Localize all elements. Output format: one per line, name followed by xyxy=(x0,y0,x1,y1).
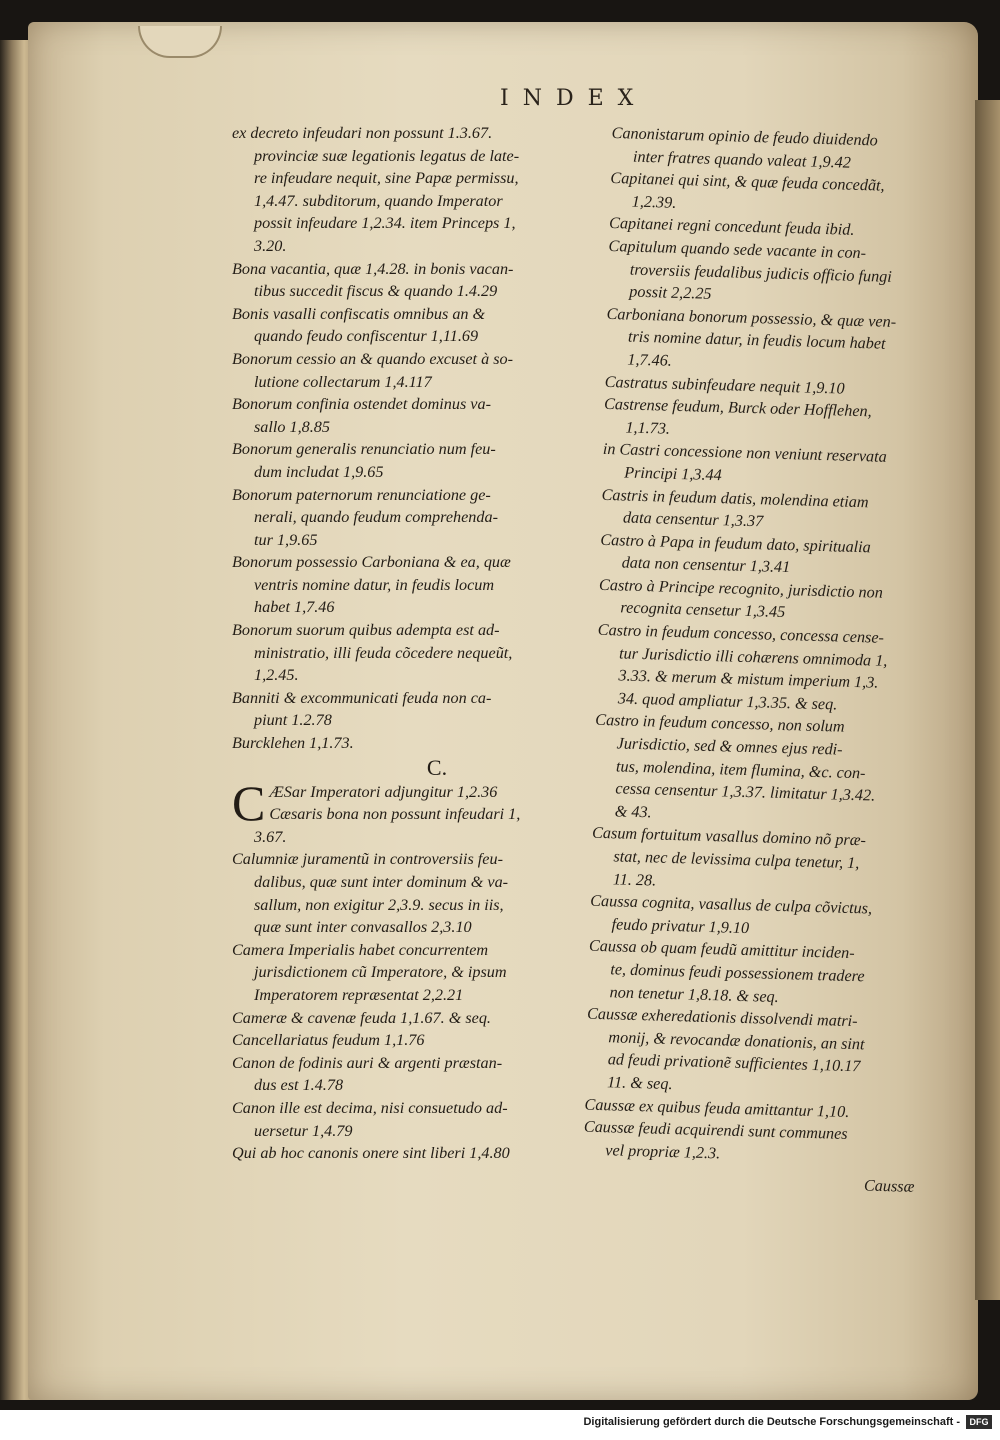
index-entry-line: lutione collectarum 1,4.117 xyxy=(254,372,432,391)
index-entry-line: dalibus, quæ sunt inter dominum & va- xyxy=(254,873,509,891)
index-entry-line: stat, nec de levissima culpa tenetur, 1, xyxy=(613,847,860,873)
index-entry-line: tris nomine datur, in feudis locum habet xyxy=(627,327,886,354)
index-entry-line: Castris in feudum datis, molendina etiam xyxy=(601,485,869,511)
index-entry-line: Bonorum generalis renunciatio num feu- xyxy=(232,440,496,459)
index-entry-line: Bonorum confinia ostendet dominus va- xyxy=(232,395,491,414)
index-entry-line: nerali, quando feudum comprehenda- xyxy=(254,508,498,527)
index-entry-line: ministratio, illi feuda cõcedere nequeũt, xyxy=(254,643,513,662)
index-entry-line: Cameræ & cavenæ feuda 1,1.67. & seq. xyxy=(232,1008,491,1027)
index-entry-line: 3.33. & merum & mistum imperium 1,3. xyxy=(618,666,879,692)
index-entry-line: Casum fortuitum vasallus domino nõ præ- xyxy=(591,824,867,850)
index-entry xyxy=(232,1097,602,1142)
digitization-footer xyxy=(0,1410,1000,1440)
index-entry-line: Caussæ exheredationis dissolvendi matri- xyxy=(586,1004,858,1031)
index-entry xyxy=(232,619,602,687)
index-entry xyxy=(232,1007,602,1030)
index-entry-line: Bonorum cessio an & quando excuset à so- xyxy=(232,349,513,368)
index-entry-line: feudo privatur 1,9.10 xyxy=(611,915,750,937)
index-entry-line: 1,2.39. xyxy=(631,192,677,212)
index-entry-line: Bona vacantia, quæ 1,4.28. in bonis vacan- xyxy=(232,259,514,278)
index-entry-line: 1,4.47. subditorum, quando Imperator xyxy=(254,191,503,210)
index-entry-line: quæ sunt inter convasallos 2,3.10 xyxy=(254,918,472,937)
index-entry-line: Qui ab hoc canonis onere sint liberi 1,4.80 xyxy=(232,1144,510,1163)
index-entry-line: cessa censentur 1,3.37. limitatur 1,3.42. xyxy=(615,779,876,805)
section-c-entries xyxy=(232,774,602,1165)
index-entry xyxy=(232,551,602,619)
index-entry-line: data non censentur 1,3.41 xyxy=(621,553,791,577)
index-entry-line: Bonorum suorum quibus adempta est ad- xyxy=(232,621,500,640)
index-entry-line: Principi 1,3.44 xyxy=(623,463,723,485)
section-letter: C. xyxy=(426,754,448,780)
index-entry xyxy=(232,1142,602,1165)
index-entry xyxy=(232,438,602,483)
index-entry xyxy=(232,348,602,393)
index-entry-line: Capitulum quando sede vacante in con- xyxy=(608,236,867,263)
index-entry xyxy=(596,619,934,719)
index-column-right xyxy=(582,122,948,1199)
index-entry-line: Canon de fodinis auri & argenti præstan- xyxy=(232,1053,503,1072)
index-entry-line: non tenetur 1,8.18. & seq. xyxy=(609,982,779,1006)
index-entry-line: uersetur 1,4.79 xyxy=(254,1121,353,1140)
index-entry xyxy=(232,393,602,438)
drop-capital: C xyxy=(232,774,266,831)
index-entry-line: ventris nomine datur, in feudis locum xyxy=(254,575,495,594)
index-entry xyxy=(232,122,602,258)
index-entry xyxy=(592,709,931,831)
index-entry-line: dus est 1.4.78 xyxy=(254,1076,344,1095)
index-entry-line: Canon ille est decima, nisi consuetudo ad- xyxy=(232,1098,508,1117)
index-entry-line: ad feudi privationẽ sufficientes 1,10.17 xyxy=(607,1050,861,1076)
index-entry-line: Castro à Principe recognito, jurisdictio non xyxy=(598,575,884,602)
index-entry xyxy=(585,1003,923,1103)
index-entry-line: Calumniæ juramentũ in controversiis feu- xyxy=(232,850,503,869)
index-entry-line: Carboniana bonorum possessio, & quæ ven- xyxy=(606,304,897,331)
index-entry xyxy=(232,1052,602,1097)
index-entry-line: Burcklehen 1,1.73. xyxy=(232,734,354,753)
index-column-left xyxy=(232,122,602,1165)
index-entry-line: tibus succedit fiscus & quando 1.4.29 xyxy=(254,282,498,301)
index-entry-line: Castrense feudum, Burck oder Hofflehen, xyxy=(603,395,872,421)
facing-page-strip xyxy=(975,100,1000,1300)
index-entry-line: 34. quod ampliatur 1,3.35. & seq. xyxy=(617,689,838,714)
index-entry-line: inter fratres quando valeat 1,9.42 xyxy=(632,147,852,172)
index-entry xyxy=(232,258,602,303)
index-entry xyxy=(591,822,929,899)
index-entry-line: Canonistarum opinio de feudo diuidendo xyxy=(611,123,879,150)
index-entry-line: jurisdictionem cũ Imperatore, & ipsum xyxy=(254,963,507,982)
index-entry-line: Jurisdictio, sed & omnes ejus redi- xyxy=(616,734,843,759)
index-entry-line: Cæsaris bona non possunt infeudari 1, xyxy=(269,805,521,824)
index-entry xyxy=(232,484,602,552)
index-entry xyxy=(232,732,602,755)
index-entry-line: vel propriæ 1,2.3. xyxy=(605,1140,721,1163)
index-entry-line: 3.20. xyxy=(254,236,287,255)
index-entry-line: Castro in feudum concesso, non solum xyxy=(595,711,845,737)
index-entry-line: tur 1,9.65 xyxy=(254,530,318,549)
index-entry-line: habet 1,7.46 xyxy=(254,598,335,617)
index-entry-line: quando feudo confiscentur 1,11.69 xyxy=(254,327,479,346)
index-entry-line: sallo 1,8.85 xyxy=(254,417,330,436)
index-entry-line: ex decreto infeudari non possunt 1.3.67. xyxy=(232,124,493,142)
index-entry-line: in Castri concessione non veniunt reservata xyxy=(602,440,887,467)
index-entry-line: piunt 1.2.78 xyxy=(254,711,332,730)
index-entry-line: 11. & seq. xyxy=(606,1073,673,1093)
index-entry-line: 1,1.73. xyxy=(625,418,671,438)
index-entry xyxy=(232,939,602,1007)
index-entry-line: Bonis vasalli confiscatis omnibus an & xyxy=(232,304,486,323)
index-entry-line: ÆSar Imperatori adjungitur 1,2.36 xyxy=(269,782,498,801)
index-entry-line: re infeudare nequit, sine Papæ permissu, xyxy=(254,169,519,188)
index-entry-line: provinciæ suæ legationis legatus de late- xyxy=(254,146,520,165)
index-entry-line: Bonorum possessio Carboniana & ea, quæ xyxy=(232,553,511,572)
index-entry-line: 1,7.46. xyxy=(627,350,673,370)
funding-credit: Digitalisierung gefördert durch die Deutsche Forschungsgemeinschaft - xyxy=(583,1416,960,1428)
index-entry xyxy=(607,235,945,312)
index-entry-line: possit 2,2.25 xyxy=(629,282,712,303)
index-entry-line: sallum, non exigitur 2,3.9. secus in iis, xyxy=(254,895,504,914)
index-entry-line: data censentur 1,3.37 xyxy=(622,508,764,531)
index-entry-line: Castro à Papa in feudum dato, spiritualia xyxy=(600,530,872,557)
index-entry xyxy=(232,1029,602,1052)
index-entry-line: Castro in feudum concesso, concessa cense- xyxy=(597,620,885,647)
index-entry-line: Caussæ ex quibus feuda amittantur 1,10. xyxy=(584,1095,850,1121)
index-entry-line: 11. 28. xyxy=(612,869,657,890)
index-entry xyxy=(232,303,602,348)
index-entry-line: recognita censetur 1,3.45 xyxy=(620,598,786,622)
index-entry xyxy=(583,1116,920,1171)
index-entry-line: possit infeudare 1,2.34. item Princeps 1, xyxy=(254,214,516,233)
index-entry-line: tur Jurisdictio illi cohærens omnimoda 1, xyxy=(618,644,888,670)
index-entry-line: Imperatorem repræsentat 2,2.21 xyxy=(254,985,464,1004)
index-entry-line: dum includat 1,9.65 xyxy=(254,462,384,481)
index-entry-line: Caussa cognita, vasallus de culpa cõvictus, xyxy=(589,891,873,918)
index-entry-line: Cancellariatus feudum 1,1.76 xyxy=(232,1031,425,1050)
dfg-logo: DFG xyxy=(966,1415,992,1429)
index-entry xyxy=(232,687,602,732)
index-entry-line: Capitanei qui sint, & quæ feuda concedãt, xyxy=(610,169,885,195)
index-entry xyxy=(232,848,602,938)
index-entry xyxy=(232,774,602,849)
index-entry-line: Caussæ feudi acquirendi sunt communes xyxy=(583,1117,848,1144)
index-entry-line: troversiis feudalibus judicis officio fungi xyxy=(629,260,893,286)
index-entry xyxy=(587,935,925,1012)
index-entry-line: Banniti & excommunicati feuda non ca- xyxy=(232,688,492,707)
index-entry-line: 3.67. xyxy=(254,827,287,846)
catchword: Caussæ xyxy=(863,1176,915,1197)
index-entry-line: Caussa ob quam feudũ amittitur inciden- xyxy=(588,937,855,963)
index-entry-line: Bonorum paternorum renunciatione ge- xyxy=(232,485,491,504)
index-entry xyxy=(605,303,943,380)
index-entry-line: Capitanei regni concedunt feuda ibid. xyxy=(608,214,855,240)
page-header: INDEX xyxy=(500,86,648,111)
index-entry-line: 1,2.45. xyxy=(254,666,299,685)
index-entry-line: Camera Imperialis habet concurrentem xyxy=(232,940,489,959)
index-entry-line: te, dominus feudi possessionem tradere xyxy=(610,960,865,986)
index-entry-line: monij, & revocandæ donationis, an sint xyxy=(608,1028,865,1054)
index-entry-line: tus, molendina, item flumina, &c. con- xyxy=(615,756,866,782)
index-entry-line: & 43. xyxy=(614,802,652,822)
index-entry-line: Castratus subinfeudare nequit 1,9.10 xyxy=(604,372,845,398)
